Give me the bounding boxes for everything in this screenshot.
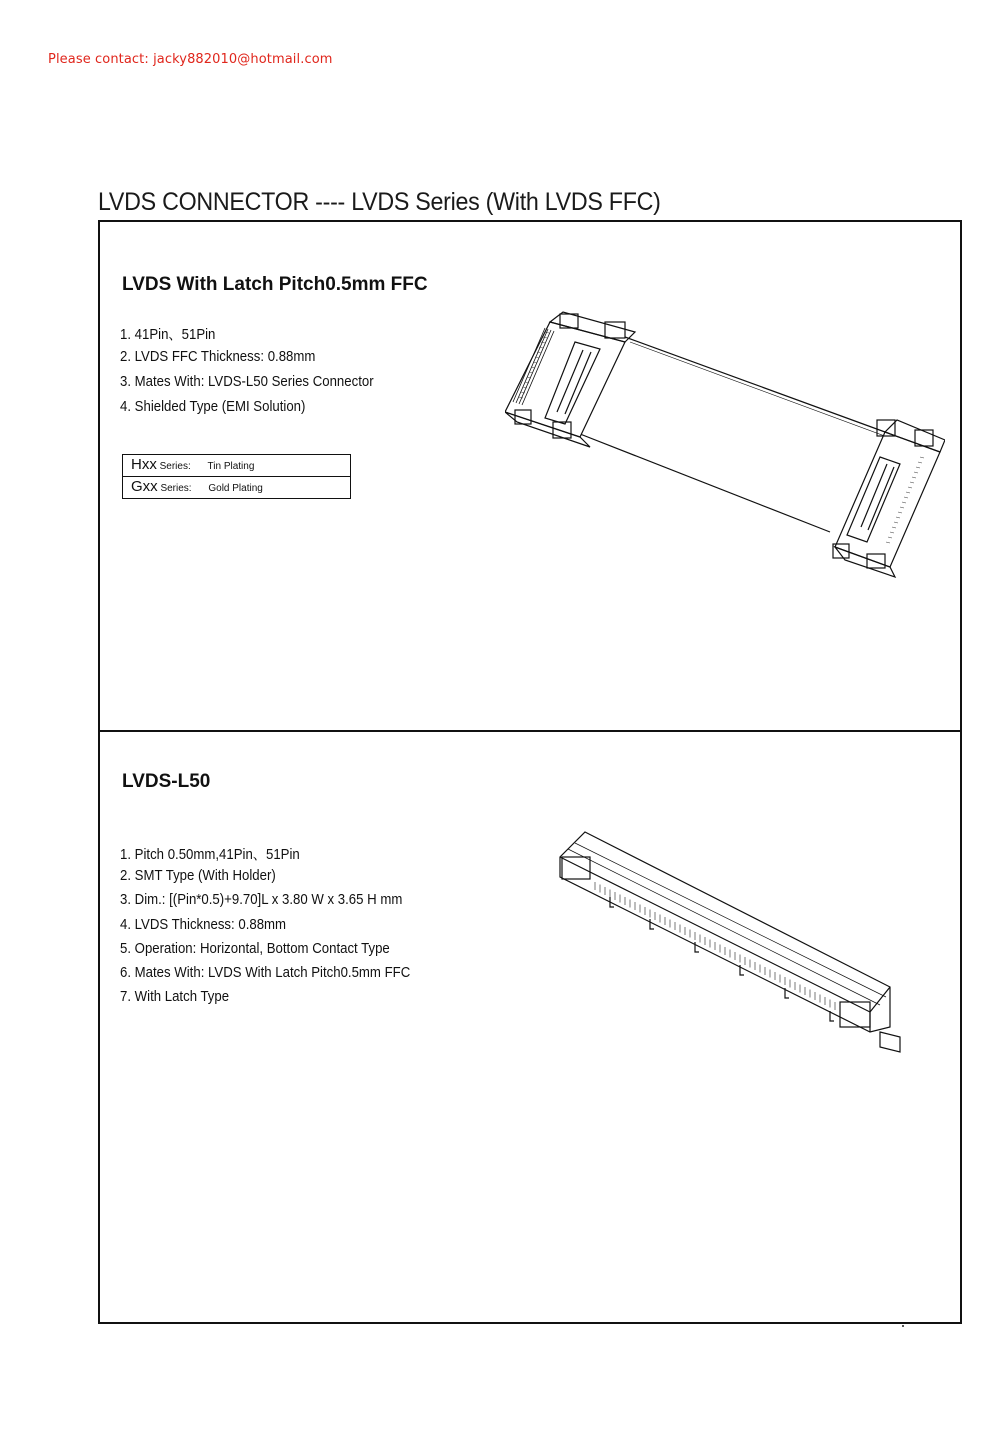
document-title: LVDS CONNECTOR ---- LVDS Series (With LVDS FFC) — [98, 188, 661, 216]
spec-item: 1. Pitch 0.50mm,41Pin、51Pin — [120, 846, 300, 863]
plating-row — [123, 455, 351, 477]
spec-item: 4. Shielded Type (EMI Solution) — [120, 398, 306, 415]
plating-finish: Tin Plating — [207, 461, 255, 472]
spec-item: 7. With Latch Type — [120, 988, 230, 1006]
ffc-spec-list — [120, 323, 374, 423]
contact-line: Please contact: jacky882010@hotmail.com — [48, 52, 333, 67]
spec-item: 1. 41Pin、51Pin — [120, 326, 216, 343]
section-divider — [100, 730, 960, 732]
spec-item: 2. SMT Type (With Holder) — [120, 867, 276, 885]
lvds-l50-connector-illustration — [550, 827, 910, 1057]
spec-item: 5. Operation: Horizontal, Bottom Contact Type — [120, 939, 390, 957]
connector-section-heading: LVDS-L50 — [122, 771, 211, 792]
spec-item: 2. LVDS FFC Thickness: 0.88mm — [120, 348, 316, 365]
plating-code: Hxx — [131, 456, 157, 473]
plating-row — [123, 477, 351, 499]
spec-item: 4. LVDS Thickness: 0.88mm — [120, 915, 287, 933]
ffc-cable-illustration — [505, 292, 945, 582]
content-frame — [98, 220, 962, 1324]
ffc-section-heading: LVDS With Latch Pitch0.5mm FFC — [122, 274, 428, 295]
plating-table — [122, 454, 351, 499]
page-mark — [902, 1325, 904, 1327]
plating-series: Series: — [160, 483, 192, 494]
connector-spec-list — [120, 843, 410, 1012]
spec-item: 3. Mates With: LVDS-L50 Series Connector — [120, 373, 374, 390]
spec-item: 6. Mates With: LVDS With Latch Pitch0.5mm FFC — [120, 963, 411, 981]
plating-finish: Gold Plating — [208, 483, 263, 494]
spec-item: 3. Dim.: [(Pin*0.5)+9.70]L x 3.80 W x 3.65 H mm — [120, 891, 403, 909]
plating-code: Gxx — [131, 478, 158, 495]
plating-series: Series: — [159, 461, 191, 472]
